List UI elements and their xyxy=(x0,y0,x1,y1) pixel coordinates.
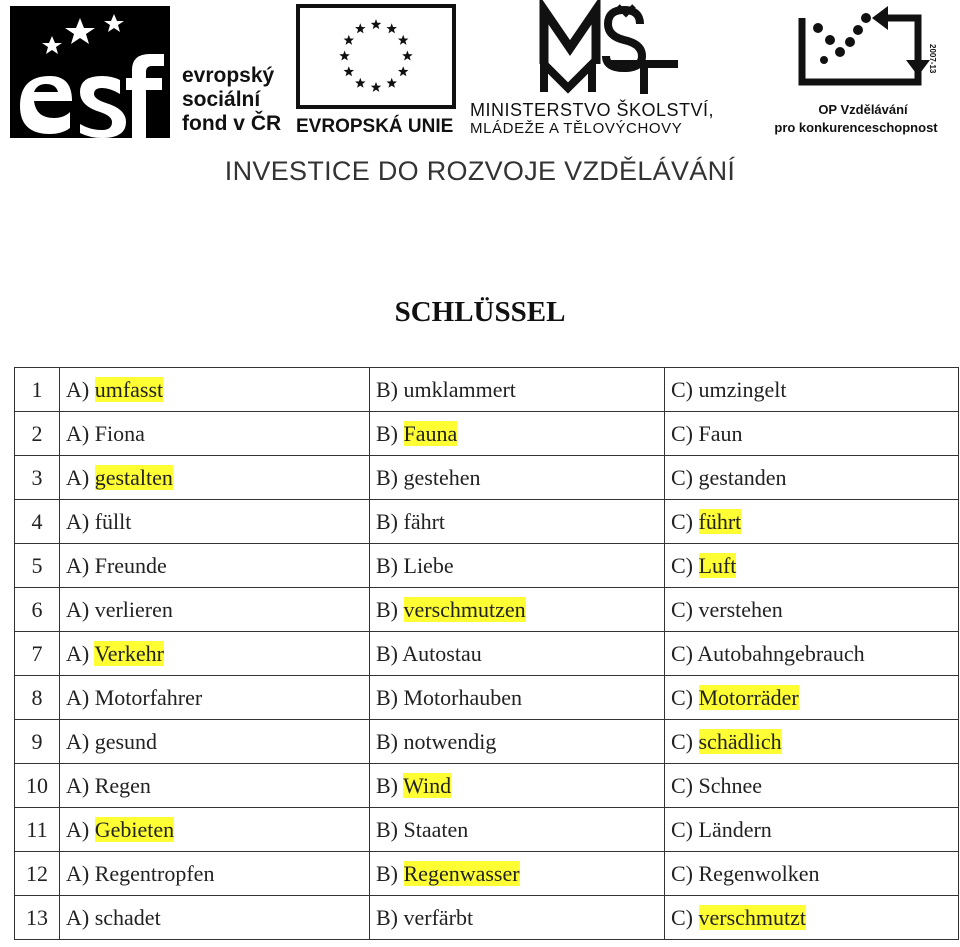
table-row xyxy=(15,896,959,940)
row-number: 8 xyxy=(15,676,60,720)
eu-logo xyxy=(296,4,458,139)
answer-option-cell xyxy=(665,720,959,764)
esf-text-line: sociální xyxy=(182,88,261,111)
answer-word: umzingelt xyxy=(698,376,787,402)
option-prefix: C) xyxy=(671,772,693,798)
row-number: 11 xyxy=(15,808,60,852)
answer-option-cell xyxy=(60,544,370,588)
option-prefix: B) xyxy=(376,464,398,490)
table-row xyxy=(15,544,959,588)
answer-word: Staaten xyxy=(403,816,469,842)
option-prefix: C) xyxy=(671,508,693,534)
answer-option-cell xyxy=(60,456,370,500)
option-prefix: B) xyxy=(376,508,398,534)
correct-answer-word: Gebieten xyxy=(94,816,175,842)
answer-option-cell xyxy=(665,544,959,588)
answer-option-cell xyxy=(665,412,959,456)
answer-word: notwendig xyxy=(403,728,497,754)
correct-answer-word: gestalten xyxy=(94,464,173,490)
answer-option-cell xyxy=(370,896,665,940)
esf-logo-mark xyxy=(10,6,170,138)
option-prefix: C) xyxy=(671,684,693,710)
answer-word: Schnee xyxy=(698,772,763,798)
correct-answer-word: Regenwasser xyxy=(403,860,520,886)
option-prefix: A) xyxy=(66,552,90,578)
answer-option-cell xyxy=(370,500,665,544)
answer-option-cell xyxy=(60,852,370,896)
option-prefix: C) xyxy=(671,728,693,754)
answer-option-cell xyxy=(370,720,665,764)
option-prefix: A) xyxy=(66,816,90,842)
op-caption-line1: OP Vzdělávání xyxy=(818,102,908,117)
option-prefix: C) xyxy=(671,904,693,930)
eu-star-icon xyxy=(398,66,409,76)
answer-word: füllt xyxy=(94,508,132,534)
option-prefix: B) xyxy=(376,816,398,842)
answer-option-cell xyxy=(370,632,665,676)
answer-option-cell xyxy=(370,764,665,808)
page-title: SCHLÜSSEL xyxy=(394,296,566,328)
row-number: 9 xyxy=(15,720,60,764)
option-prefix: C) xyxy=(671,816,693,842)
option-prefix: A) xyxy=(66,596,90,622)
answer-word: verfärbt xyxy=(403,904,474,930)
answer-option-cell xyxy=(60,368,370,412)
answer-word: gestehen xyxy=(403,464,481,490)
answer-option-cell xyxy=(370,412,665,456)
table-row xyxy=(15,412,959,456)
answer-option-cell xyxy=(370,808,665,852)
correct-answer-word: schädlich xyxy=(698,728,782,754)
correct-answer-word: verschmutzt xyxy=(698,904,807,930)
option-prefix: A) xyxy=(66,728,90,754)
answer-word: Ländern xyxy=(698,816,772,842)
option-prefix: B) xyxy=(376,728,398,754)
answer-word: Fiona xyxy=(94,420,145,446)
eu-flag-icon xyxy=(296,4,456,109)
correct-answer-word: Motorräder xyxy=(698,684,799,710)
answer-key-body xyxy=(15,368,959,940)
eu-star-icon xyxy=(386,23,397,33)
answer-option-cell xyxy=(665,588,959,632)
table-row xyxy=(15,500,959,544)
answer-word: verstehen xyxy=(698,596,783,622)
esf-text-line: evropský xyxy=(182,64,275,87)
row-number: 7 xyxy=(15,632,60,676)
row-number: 10 xyxy=(15,764,60,808)
msmt-logo-mark xyxy=(540,4,680,96)
option-prefix: A) xyxy=(66,464,90,490)
answer-option-cell xyxy=(60,588,370,632)
option-prefix: A) xyxy=(66,640,90,666)
answer-option-cell xyxy=(665,456,959,500)
option-prefix: A) xyxy=(66,420,90,446)
option-prefix: A) xyxy=(66,904,90,930)
option-prefix: B) xyxy=(376,772,398,798)
option-prefix: B) xyxy=(376,376,398,402)
option-prefix: B) xyxy=(376,596,398,622)
answer-option-cell xyxy=(60,632,370,676)
answer-word: Regentropfen xyxy=(94,860,215,886)
eu-star-icon xyxy=(344,66,355,76)
msmt-caption-line1: MINISTERSTVO ŠKOLSTVÍ, xyxy=(470,100,715,120)
correct-answer-word: Fauna xyxy=(403,420,458,446)
answer-option-cell xyxy=(665,808,959,852)
answer-word: Motorfahrer xyxy=(94,684,203,710)
row-number: 2 xyxy=(15,412,60,456)
table-row xyxy=(15,764,959,808)
answer-option-cell xyxy=(60,676,370,720)
answer-option-cell xyxy=(370,676,665,720)
investice-banner: INVESTICE DO ROZVOJE VZDĚLÁVÁNÍ xyxy=(224,156,736,186)
op-logo-mark xyxy=(796,4,936,99)
table-row xyxy=(15,808,959,852)
option-prefix: A) xyxy=(66,684,90,710)
table-row xyxy=(15,368,959,412)
option-prefix: C) xyxy=(671,860,693,886)
option-prefix: B) xyxy=(376,860,398,886)
row-number: 13 xyxy=(15,896,60,940)
eu-star-icon xyxy=(344,35,355,45)
msmt-logo xyxy=(470,4,750,139)
logo-band xyxy=(0,0,960,186)
table-row xyxy=(15,456,959,500)
esf-text-line: fond v ČR xyxy=(182,112,282,135)
answer-word: Regen xyxy=(94,772,151,798)
option-prefix: B) xyxy=(376,552,398,578)
answer-option-cell xyxy=(60,412,370,456)
option-prefix: A) xyxy=(66,772,90,798)
table-row xyxy=(15,720,959,764)
eu-star-icon xyxy=(371,82,382,92)
option-prefix: A) xyxy=(66,860,90,886)
answer-option-cell xyxy=(60,500,370,544)
correct-answer-word: umfasst xyxy=(94,376,164,402)
eu-star-icon xyxy=(355,78,366,88)
row-number: 3 xyxy=(15,456,60,500)
answer-word: schadet xyxy=(94,904,161,930)
esf-logo xyxy=(10,6,290,141)
answer-option-cell xyxy=(370,456,665,500)
op-logo xyxy=(756,4,956,139)
eu-star-icon xyxy=(386,78,397,88)
answer-key-table xyxy=(14,367,959,940)
esf-text xyxy=(182,64,281,136)
option-prefix: C) xyxy=(671,420,693,446)
answer-word: umklammert xyxy=(403,376,516,402)
table-row xyxy=(15,588,959,632)
option-prefix: C) xyxy=(671,552,693,578)
eu-caption: EVROPSKÁ UNIE xyxy=(296,116,454,137)
eu-star-icon xyxy=(355,23,366,33)
eu-star-icon xyxy=(398,35,409,45)
answer-word: Regenwolken xyxy=(698,860,820,886)
correct-answer-word: führt xyxy=(698,508,742,534)
table-row xyxy=(15,632,959,676)
eu-star-icon xyxy=(371,19,382,29)
eu-star-icon xyxy=(339,50,350,60)
correct-answer-word: Wind xyxy=(403,772,452,798)
row-number: 6 xyxy=(15,588,60,632)
msmt-caption-line2: MLÁDEŽE A TĚLOVÝCHOVY xyxy=(470,120,683,137)
option-prefix: C) xyxy=(671,640,693,666)
answer-option-cell xyxy=(370,368,665,412)
op-caption-line2: pro konkurenceschopnost xyxy=(774,120,938,135)
option-prefix: A) xyxy=(66,376,90,402)
answer-word: Liebe xyxy=(403,552,454,578)
answer-word: gestanden xyxy=(698,464,787,490)
option-prefix: B) xyxy=(376,420,398,446)
row-number: 4 xyxy=(15,500,60,544)
answer-option-cell xyxy=(60,896,370,940)
answer-option-cell xyxy=(60,720,370,764)
svg-text:2007-13: 2007-13 xyxy=(928,44,937,74)
option-prefix: A) xyxy=(66,508,90,534)
row-number: 5 xyxy=(15,544,60,588)
option-prefix: C) xyxy=(671,464,693,490)
answer-word: fährt xyxy=(403,508,446,534)
answer-option-cell xyxy=(665,676,959,720)
answer-option-cell xyxy=(370,588,665,632)
answer-word: verlieren xyxy=(94,596,173,622)
table-row xyxy=(15,852,959,896)
table-row xyxy=(15,676,959,720)
answer-word: gesund xyxy=(94,728,158,754)
eu-star-icon xyxy=(402,50,413,60)
answer-option-cell xyxy=(665,852,959,896)
option-prefix: B) xyxy=(376,684,398,710)
answer-option-cell xyxy=(665,500,959,544)
answer-word: Autobahngebrauch xyxy=(697,640,865,666)
answer-option-cell xyxy=(665,764,959,808)
correct-answer-word: verschmutzen xyxy=(403,596,526,622)
answer-word: Motorhauben xyxy=(403,684,523,710)
answer-option-cell xyxy=(60,808,370,852)
answer-option-cell xyxy=(370,544,665,588)
option-prefix: C) xyxy=(671,376,693,402)
row-number: 1 xyxy=(15,368,60,412)
answer-option-cell xyxy=(370,852,665,896)
option-prefix: B) xyxy=(376,640,398,666)
answer-word: Freunde xyxy=(94,552,167,578)
correct-answer-word: Verkehr xyxy=(94,640,164,666)
correct-answer-word: Luft xyxy=(698,552,737,578)
answer-option-cell xyxy=(665,896,959,940)
answer-word: Autostau xyxy=(402,640,482,666)
row-number: 12 xyxy=(15,852,60,896)
option-prefix: B) xyxy=(376,904,398,930)
answer-option-cell xyxy=(665,368,959,412)
answer-word: Faun xyxy=(698,420,743,446)
answer-option-cell xyxy=(665,632,959,676)
option-prefix: C) xyxy=(671,596,693,622)
answer-option-cell xyxy=(60,764,370,808)
